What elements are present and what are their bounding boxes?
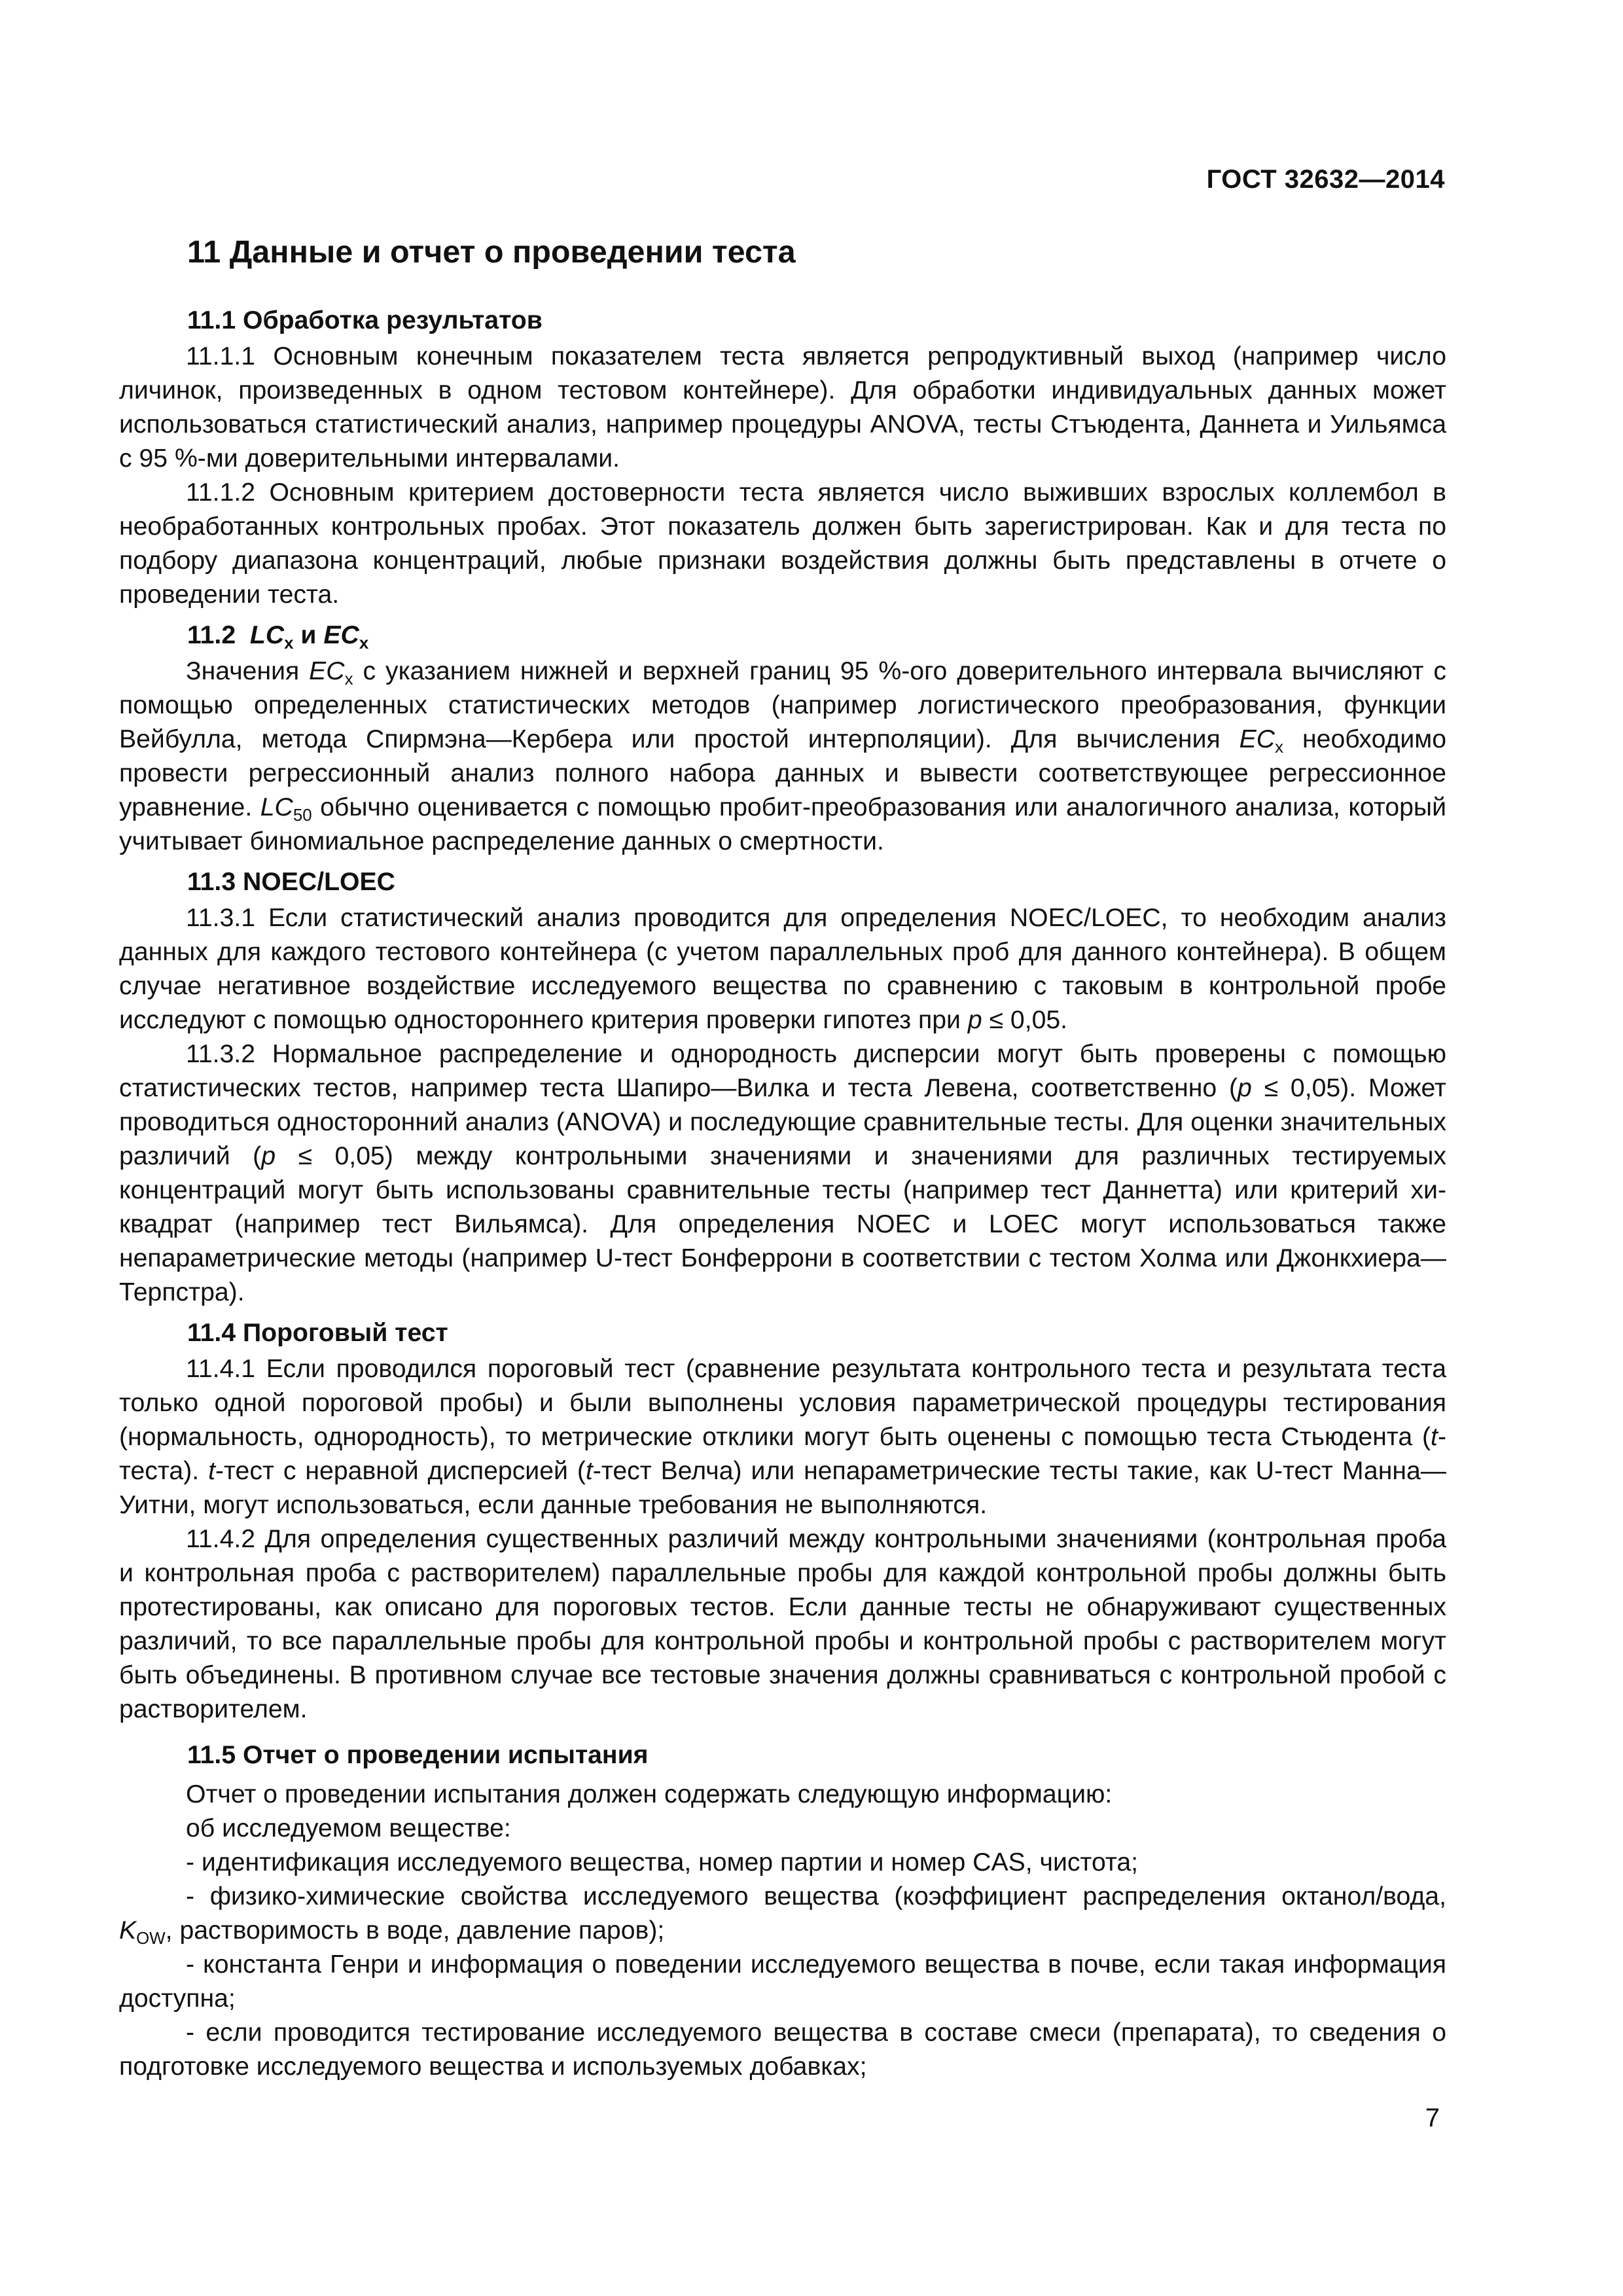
subsection-title-11-3: 11.3 NOEC/LOEC <box>187 868 395 896</box>
subsection-title-11-2: 11.2 $LC_x$ и $EC_x$ <box>187 621 369 653</box>
paragraph-11-3-2: 11.3.2 Нормальное распределение и однородность дисперсии могут быть проверены с помощью статистических тестов, например теста Шапиро—Вилка и теста Левена, соответственно (p ≤ 0,05). Может проводиться односторонний анализ (ANOVA) и последующие сравнительные тесты. Для оценки значительных различий (p ≤ 0,05) между контрольными значениями и значениями для различных тестируемых концентраций могут быть использованы сравнительные тесты (например тест Даннетта) или критерий хи-квадрат (например тест Вильямса). Для определения NOEC и LOEC могут использоваться также непараметрические методы (например U-тест Бонферрони в соответствии с тестом Холма или Джонкхиера—Терпстра). <box>119 1040 1446 1306</box>
list-item: - идентификация исследуемого вещества, номер партии и номер CAS, чистота; <box>186 1848 1139 1876</box>
page-number: 7 <box>1425 2104 1440 2132</box>
paragraph-11-1-1: 11.1.1 Основным конечным показателем теста является репродуктивный выход (например число личинок, произведенных в одном тестовом контейнере). Для обработки индивидуальных данных может использоваться статистический анализ, например процедуры ANOVA, тесты Стъюдента, Даннета и Уильямса с 95 %-ми доверительными интервалами. <box>119 342 1446 473</box>
list-item: - физико-химические свойства исследуемого вещества (коэффициент распределения октанол/вода, $K_{OW}$, растворимость в воде, давление паров); <box>119 1882 1446 1948</box>
paragraph-11-3-1: 11.3.1 Если статистический анализ проводится для определения NOEC/LOEC, то необходим анализ данных для каждого тестового контейнера (с учетом параллельных проб для данного контейнера). В общем случае негативное воздействие исследуемого вещества по сравнению с таковым в контрольной пробе исследуют с помощью одностороннего критерия проверки гипотез при p ≤ 0,05. <box>119 904 1446 1034</box>
document-code: ГОСТ 32632—2014 <box>1206 165 1445 194</box>
paragraph-11-2: Значения $EC_x$ с указанием нижней и верхней границ 95 %-ого доверительного интервала вычисляют с помощью определенных статистических методов (например логистического преобразования, функции Вейбулла, метода Спирмэна—Кербера или простой интерполяции). Для вычисления $EC_x$ необходимо провести регрессионный анализ полного набора данных и вывести соответствующее регрессионное уравнение. $LC_{50}$ обычно оценивается с помощью пробит-преобразования или аналогичного анализа, который учитывает биномиальное распределение данных о смертности. <box>119 657 1446 855</box>
paragraph-11-5-subject: об исследуемом веществе: <box>186 1814 511 1842</box>
paragraph-11-4-1: 11.4.1 Если проводился пороговый тест (сравнение результата контрольного теста и результата теста только одной пороговой пробы) и были выполнены условия параметрической процедуры тестирования (нормальность, однородность), то метрические отклики могут быть оценены с помощью теста Стьюдента (t-теста). t-тест с неравной дисперсией (t-тест Велча) или непараметрические тесты такие, как U-тест Манна—Уитни, могут использоваться, если данные требования не выполняются. <box>119 1355 1446 1519</box>
paragraph-11-5-intro: Отчет о проведении испытания должен содержать следующую информацию: <box>186 1780 1113 1808</box>
page-content <box>119 229 1446 2084</box>
subsection-title-11-4: 11.4 Пороговый тест <box>187 1319 448 1347</box>
subsection-title-11-1: 11.1 Обработка результатов <box>187 306 543 334</box>
list-item: - если проводится тестирование исследуемого вещества в составе смеси (препарата), то сведения о подготовке исследуемого вещества и используемых добавках; <box>119 2018 1446 2081</box>
list-item: - константа Генри и информация о поведении исследуемого вещества в почве, если такая информация доступна; <box>119 1950 1446 2013</box>
section-title: 11 Данные и отчет о проведении теста <box>187 234 796 270</box>
subsection-title-11-5: 11.5 Отчет о проведении испытания <box>187 1741 649 1769</box>
paragraph-11-1-2: 11.1.2 Основным критерием достоверности теста является число выживших взрослых коллембол в необработанных контрольных пробах. Этот показатель должен быть зарегистрирован. Как и для теста по подбору диапазона концентраций, любые признаки воздействия должны быть представлены в отчете о проведении теста. <box>119 478 1446 609</box>
paragraph-11-4-2: 11.4.2 Для определения существенных различий между контрольными значениями (контрольная проба и контрольная проба с растворителем) параллельные пробы для каждой контрольной пробы должны быть протестированы, как описано для пороговых тестов. Если данные тесты не обнаруживают существенных различий, то все параллельные пробы для контрольной пробы и контрольной пробы с растворителем могут быть объединены. В противном случае все тестовые значения должны сравниваться с контрольной пробой с растворителем. <box>119 1525 1446 1723</box>
